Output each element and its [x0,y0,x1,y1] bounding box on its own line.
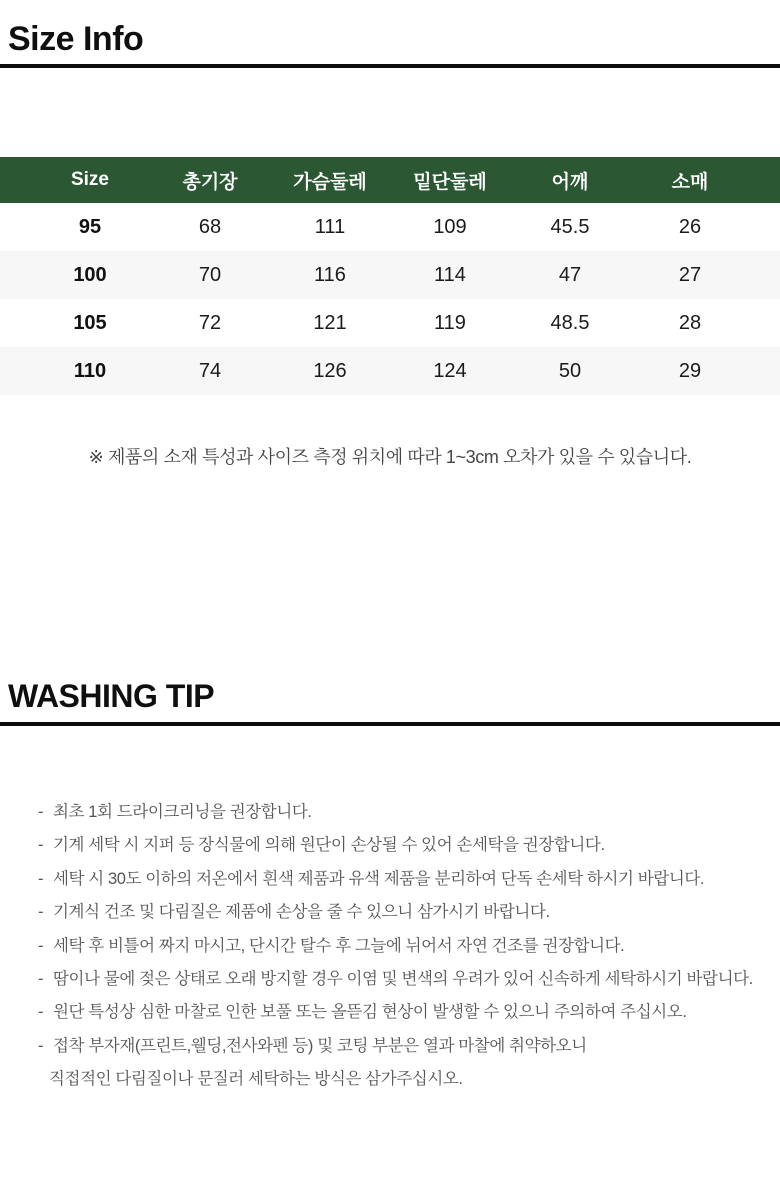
sleeve-value: 26 [678,215,702,238]
tip-text: 기계식 건조 및 다림질은 제품에 손상을 줄 수 있으니 삼가시기 바랍니다. [53,903,550,922]
tip-dash: - [38,869,44,888]
hem-value: 124 [390,347,510,395]
shoulder-value: 45.5 [550,215,590,238]
size-value: 110 [0,347,150,395]
col-header-size: Size [0,157,150,203]
col-header-shoulder: 어깨 [510,157,630,203]
tip-dash: - [38,1003,44,1022]
tip-text: 최초 1회 드라이크리닝을 권장합니다. [53,803,312,821]
total-length-value: 68 [198,215,222,238]
chest-value: 111 [314,215,346,238]
hem-value: 114 [390,251,510,299]
washing-tip-item [38,896,778,929]
size-table-row-95 [0,203,780,251]
sleeve-value: 27 [630,251,780,299]
size-value: 105 [73,311,107,334]
tip-text: 원단 특성상 심한 마찰로 인한 보풀 또는 올뜯김 현상이 발생할 수 있으니 주의하여 주십시오. [53,1003,687,1022]
hem-value: 119 [434,311,466,334]
tip-text: 세탁 후 비틀어 짜지 마시고, 단시간 탈수 후 그늘에 뉘어서 자연 건조를 권장합니다. [53,936,625,955]
shoulder-value: 48.5 [550,311,590,334]
washing-tip-heading: WASHING TIP [8,678,215,714]
size-table-header-row [0,157,780,203]
chest-value: 116 [270,251,390,299]
size-table-row-110 [0,347,780,395]
tip-text: 직접적인 다림질이나 문질러 세탁하는 방식은 삼가주십시오. [49,1070,463,1089]
tip-dash: - [38,1036,44,1055]
chest-value: 126 [270,347,390,395]
washing-tip-divider [0,722,780,726]
washing-tip-item [38,796,778,829]
washing-tip-item [38,963,778,996]
washing-tip-item [38,1030,778,1063]
washing-tip-list [38,796,778,1097]
size-table [0,157,780,395]
total-length-value: 70 [150,251,270,299]
sleeve-value: 28 [678,311,702,334]
size-value: 100 [0,251,150,299]
col-header-hem: 밑단둘레 [390,157,510,203]
shoulder-value: 47 [510,251,630,299]
size-table-row-100 [0,251,780,299]
sleeve-value: 29 [630,347,780,395]
tip-dash: - [38,836,44,855]
washing-tip-item [38,996,778,1029]
hem-value: 109 [433,215,467,238]
chest-value: 121 [313,311,347,334]
tip-text: 기계 세탁 시 지퍼 등 장식물에 의해 원단이 손상될 수 있어 손세탁을 권장합니다. [53,836,605,855]
total-length-value: 74 [150,347,270,395]
washing-tip-item [38,863,778,896]
washing-tip-item-continuation [38,1063,778,1096]
tip-dash: - [38,970,44,989]
tip-dash: - [38,936,44,955]
tip-dash: - [38,803,44,821]
tip-dash: - [38,903,44,922]
col-header-sleeve: 소매 [630,157,780,203]
size-value: 95 [78,215,102,238]
size-info-heading: Size Info [8,20,144,58]
washing-tip-item [38,930,778,963]
tip-text: 접착 부자재(프린트,웰딩,전사와펜 등) 및 코팅 부분은 열과 마찰에 취약하오니 [53,1036,587,1055]
size-table-row-105 [0,299,780,347]
tip-text: 땀이나 물에 젖은 상태로 오래 방지할 경우 이염 및 변색의 우려가 있어 신속하게 세탁하시기 바랍니다. [53,970,753,989]
col-header-chest: 가슴둘레 [270,157,390,203]
size-tolerance-note: ※ 제품의 소재 특성과 사이즈 측정 위치에 따라 1~3cm 오차가 있을 수 있습니다. [88,447,692,467]
size-info-divider [0,64,780,68]
shoulder-value: 50 [510,347,630,395]
total-length-value: 72 [198,311,222,334]
tip-text: 세탁 시 30도 이하의 저온에서 흰색 제품과 유색 제품을 분리하여 단독 손세탁 하시기 바랍니다. [53,869,705,888]
col-header-total-length: 총기장 [150,157,270,203]
washing-tip-item [38,829,778,862]
